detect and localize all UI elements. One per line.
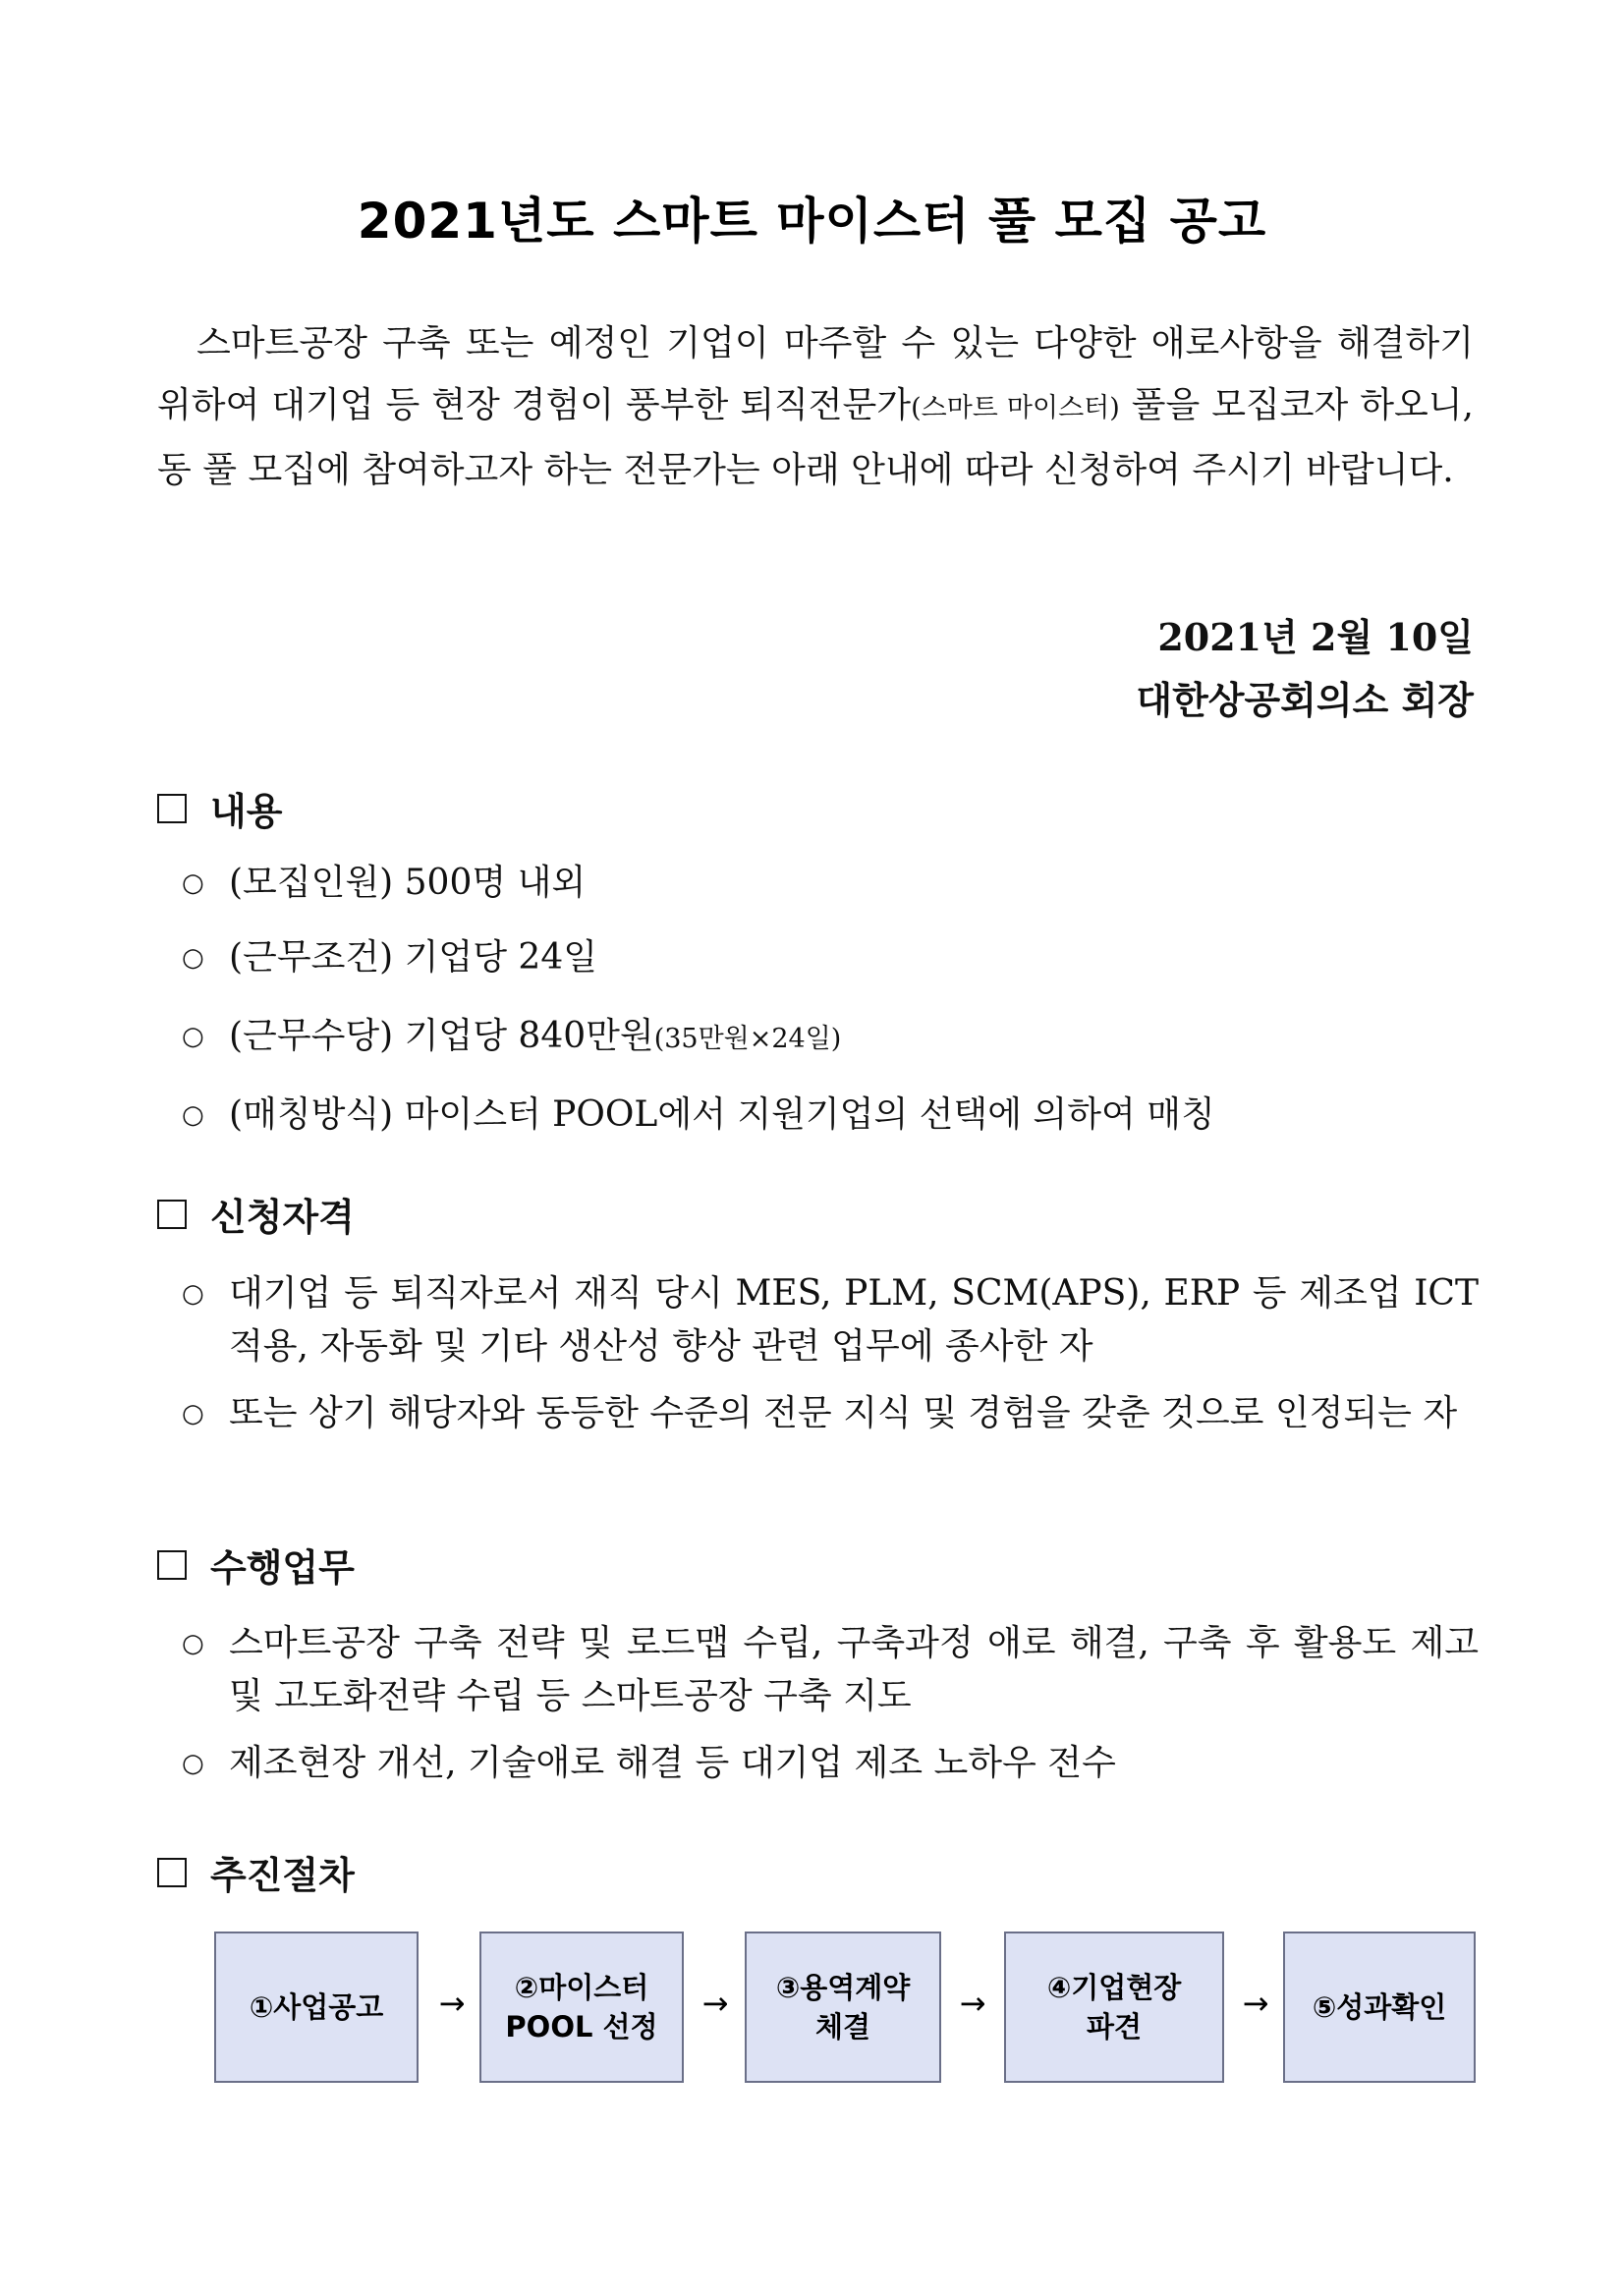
- procedure-step: ①사업공고: [214, 1932, 419, 2083]
- section-heading-procedure: 추진절차: [157, 1845, 355, 1899]
- circle-bullet-icon: ○: [182, 1749, 204, 1778]
- intro-text-small: (스마트 마이스터): [911, 393, 1120, 423]
- section-heading-content: 내용: [157, 781, 282, 835]
- intro-text-2: 풀을 모집코자 하오니, 동 풀 모집에 참여하고자 하는 전문가는 아래 안내에 따라 신청하여 주시기 바랍니다.: [157, 385, 1474, 490]
- arrow-right-icon: →: [959, 1985, 986, 2022]
- circle-bullet-icon: ○: [182, 943, 204, 973]
- section-heading-eligibility: 신청자격: [157, 1187, 355, 1241]
- checkbox-square-icon: [157, 1550, 187, 1580]
- circle-bullet-icon: ○: [182, 1399, 204, 1428]
- procedure-step: ④기업현장 파견: [1004, 1932, 1224, 2083]
- circle-bullet-icon: ○: [182, 868, 204, 898]
- list-item: ○ 대기업 등 퇴직자로서 재직 당시 MES, PLM, SCM(APS), ERP 등 제조업 ICT적용, 자동화 및 기타 생산성 향상 관련 업무에 종사한 자: [182, 1267, 1479, 1373]
- intro-text-1: 스마트공장 구축 또는 예정인 기업이 마주할 수 있는 다양한 애로사항을 해결하기 위하여 대기업 등 현장 경험이 풍부한 퇴직전문가: [157, 323, 1474, 425]
- checkbox-square-icon: [157, 1858, 187, 1887]
- circle-bullet-icon: ○: [182, 1279, 204, 1309]
- pay-detail: (35만원×24일): [653, 1024, 842, 1054]
- checkbox-square-icon: [157, 1200, 187, 1229]
- procedure-flow: [214, 1932, 1476, 2085]
- list-item: ○ 스마트공장 구축 전략 및 로드맵 수립, 구축과정 애로 해결, 구축 후 활용도 제고 및 고도화전략 수립 등 스마트공장 구축 지도: [182, 1617, 1479, 1723]
- list-item: ○ (모집인원) 500명 내외: [182, 857, 1479, 910]
- list-item: ○ 또는 상기 해당자와 동등한 수준의 전문 지식 및 경험을 갖춘 것으로 인정되는 자: [182, 1387, 1479, 1440]
- circle-bullet-icon: ○: [182, 1100, 204, 1130]
- arrow-right-icon: →: [438, 1985, 466, 2022]
- arrow-right-icon: →: [1242, 1985, 1269, 2022]
- arrow-right-icon: →: [701, 1985, 729, 2022]
- issuer: 대한상공회의소 회장: [1136, 678, 1474, 722]
- list-item: ○ (매칭방식) 마이스터 POOL에서 지원기업의 선택에 의하여 매칭: [182, 1089, 1479, 1142]
- checkbox-square-icon: [157, 794, 187, 823]
- list-item: ○ (근무수당) 기업당 840만원(35만원×24일): [182, 1010, 1479, 1066]
- procedure-step: ⑤성과확인: [1283, 1932, 1476, 2083]
- date-block: [1136, 606, 1474, 732]
- circle-bullet-icon: ○: [182, 1022, 204, 1051]
- procedure-step: ③용역계약 체결: [745, 1932, 941, 2083]
- procedure-step: ②마이스터 POOL 선정: [479, 1932, 684, 2083]
- list-item: ○ 제조현장 개선, 기술애로 해결 등 대기업 제조 노하우 전수: [182, 1737, 1479, 1790]
- announcement-date: 2021년 2월 10일: [1157, 615, 1474, 659]
- section-heading-duties: 수행업무: [157, 1538, 355, 1592]
- intro-paragraph: [157, 312, 1474, 501]
- page-title: 2021년도 스마트 마이스터 풀 모집 공고: [357, 193, 1267, 250]
- circle-bullet-icon: ○: [182, 1629, 204, 1658]
- list-item: ○ (근무조건) 기업당 24일: [182, 931, 1479, 984]
